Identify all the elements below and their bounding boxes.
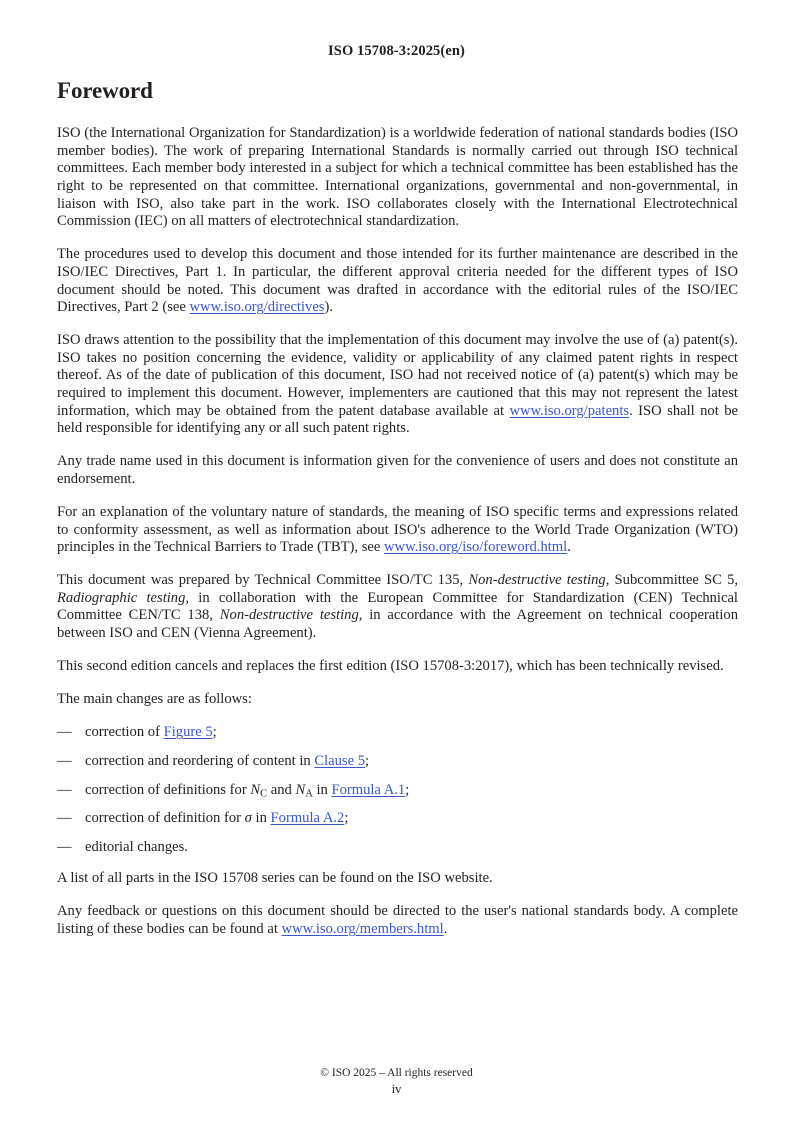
- list-item-text-before-symbol: correction of definitions for: [85, 781, 251, 798]
- list-item: [57, 810, 738, 828]
- list-item: [57, 753, 738, 771]
- paragraph-edition: [57, 658, 738, 676]
- committee-title-1: Non-destructive testing: [468, 572, 606, 589]
- page-title: Foreword: [57, 78, 153, 103]
- list-item-text-before-link: in: [251, 810, 271, 827]
- em-dash-bullet: —: [57, 781, 72, 798]
- paragraph-voluntary-nature: [57, 504, 738, 557]
- link-figure-5[interactable]: Figure 5: [163, 724, 213, 741]
- document-body: [57, 78, 738, 939]
- paragraph-procedures: [57, 246, 738, 316]
- committee-title-2: Radiographic testing,: [57, 589, 190, 606]
- paragraph-text-after-link: ).: [324, 299, 334, 316]
- symbol-subscript: A: [305, 787, 313, 799]
- committee-text-2: , Subcommittee SC 5,: [605, 572, 739, 589]
- em-dash-bullet: —: [57, 752, 72, 769]
- committee-text-4: in accordance with the Agreement on technical cooperation between ISO and CEN (Vienna Agreement).: [57, 607, 738, 642]
- paragraph-iso-description: [57, 125, 738, 231]
- list-item-text-after-link: ;: [344, 810, 349, 827]
- list-item-text-before-symbol: correction of definition for: [85, 810, 245, 827]
- em-dash-bullet: —: [57, 810, 72, 827]
- paragraph-committee: [57, 572, 738, 642]
- committee-text-1: This document was prepared by Technical Committee ISO/TC 135,: [57, 572, 469, 589]
- list-item-text-after-link: ;: [365, 752, 370, 769]
- list-item-text-before-link: correction of: [85, 724, 164, 741]
- link-formula-a1[interactable]: Formula A.1: [331, 781, 406, 798]
- paragraph-text-after-link: .: [443, 920, 448, 937]
- paragraph-trade-name: [57, 453, 738, 488]
- list-item: [57, 782, 738, 800]
- list-item: [57, 724, 738, 742]
- paragraph-text-after-link: . ISO shall not be held responsible for identifying any or all such patent rights.: [57, 402, 738, 437]
- copyright-notice: © ISO 2025 – All rights reserved: [320, 1067, 473, 1079]
- paragraph-parts-list: [57, 870, 738, 888]
- list-item-text-mid: and: [267, 781, 296, 798]
- list-item: [57, 839, 738, 857]
- paragraph-text-before-link: The procedures used to develop this document and those intended for its further maintenance are described in the ISO/IEC Directives, Part 1. In particular, the different approval criteria needed for the different types of ISO document should be noted. This document was drafted in accordance with the editorial rules of the ISO/IEC Directives, Part 2 (see: [57, 246, 738, 316]
- symbol-base: N: [250, 781, 261, 798]
- running-header: ISO 15708-3:2025(en): [328, 43, 465, 59]
- list-item-text: editorial changes.: [85, 838, 188, 855]
- paragraph-text-before-link: ISO draws attention to the possibility that the implementation of this document may involve the use of (a) patent(s). ISO takes no position concerning the evidence, validity or applicability of any claimed patent rights in respect thereof. As of the date of publication of this document, ISO had not received notice of (a) patent(s) which may be required to implement this document. However, implementers are cautioned that this may not represent the latest information, which may be obtained from the patent database available at: [57, 332, 738, 419]
- link-iso-directives[interactable]: www.iso.org/directives: [189, 299, 325, 316]
- symbol-n-a: [295, 782, 312, 798]
- symbol-sigma: σ: [244, 810, 252, 827]
- list-item-text-before-link: correction and reordering of content in: [85, 752, 315, 769]
- changes-list: [57, 724, 738, 856]
- paragraph-text: The main changes are as follows:: [57, 691, 252, 708]
- paragraph-text-before-link: Any feedback or questions on this document should be directed to the user's national standards body. A complete listing of these bodies can be found at: [57, 903, 738, 937]
- page-number: iv: [391, 1082, 402, 1096]
- link-iso-foreword[interactable]: www.iso.org/iso/foreword.html: [383, 539, 568, 556]
- link-iso-patents[interactable]: www.iso.org/patents: [509, 402, 630, 419]
- link-clause-5[interactable]: Clause 5: [314, 752, 366, 769]
- link-iso-members[interactable]: www.iso.org/members.html: [281, 920, 444, 937]
- paragraph-text: A list of all parts in the ISO 15708 series can be found on the ISO website.: [57, 870, 493, 887]
- paragraph-text: ISO (the International Organization for Standardization) is a worldwide federation of national standards bodies (ISO member bodies). The work of preparing International Standards is normally carried out through ISO technical committees. Each member body interested in a subject for which a technical committee has been established has the right to be represented on that committee. International organizations, governmental and non-governmental, in liaison with ISO, also take part in the work. ISO collaborates closely with the International Electrotechnical Commission (IEC) on all matters of electrotechnical standardization.: [57, 125, 738, 230]
- committee-text-3: in collaboration with the European Committee for Standardization (CEN) Technical Committee CEN/TC 138,: [57, 589, 738, 624]
- paragraph-patents: [57, 332, 738, 438]
- symbol-subscript: C: [260, 787, 268, 799]
- list-item-text-after-link: ;: [212, 724, 217, 741]
- paragraph-text-after-link: .: [567, 539, 571, 556]
- em-dash-bullet: —: [57, 838, 72, 855]
- paragraph-text: This second edition cancels and replaces the first edition (ISO 15708-3:2017), which has been technically revised.: [57, 658, 724, 675]
- paragraph-changes-lead-in: [57, 691, 738, 709]
- link-formula-a2[interactable]: Formula A.2: [270, 810, 345, 827]
- paragraph-feedback: [57, 903, 738, 938]
- symbol-base: N: [295, 781, 306, 798]
- list-item-text-after-link: ;: [405, 781, 410, 798]
- em-dash-bullet: —: [57, 724, 72, 741]
- list-item-text-before-link: in: [312, 781, 332, 798]
- paragraph-text-before-link: For an explanation of the voluntary nature of standards, the meaning of ISO specific terms and expressions related to conformity assessment, as well as information about ISO's adherence to the World Trade Organization (WTO) principles in the Technical Barriers to Trade (TBT), see: [57, 503, 738, 556]
- symbol-n-c: [250, 782, 267, 798]
- committee-title-3: Non-destructive testing,: [219, 607, 363, 624]
- paragraph-text: Any trade name used in this document is information given for the convenience of users and does not constitute an endorsement.: [57, 453, 738, 487]
